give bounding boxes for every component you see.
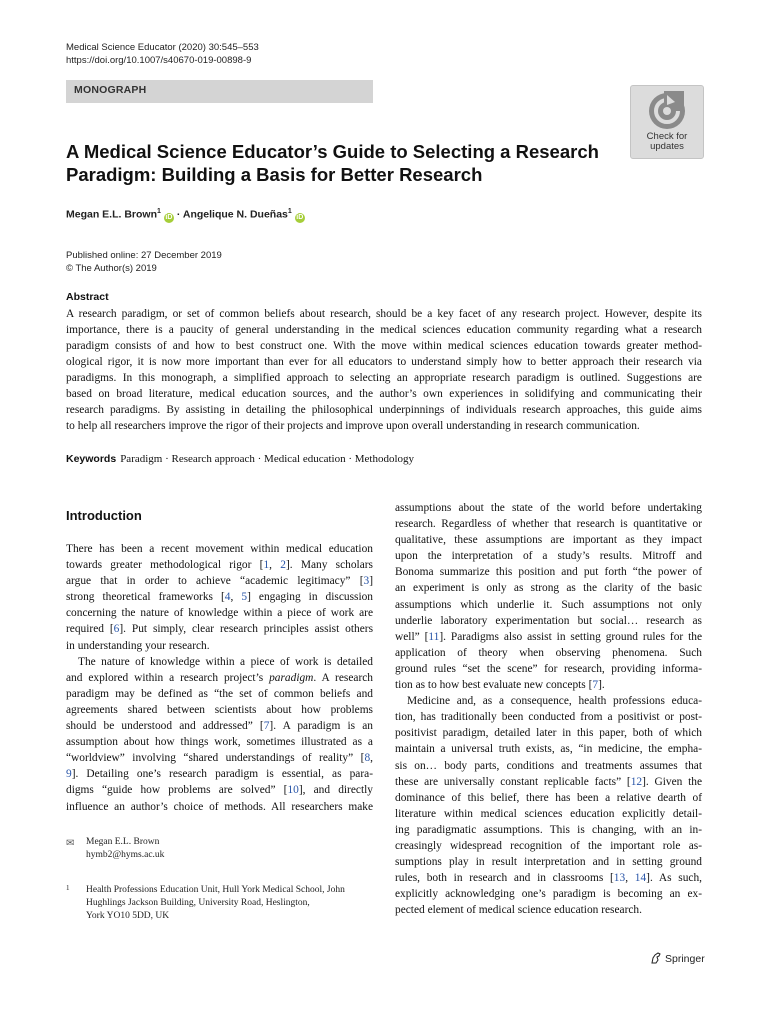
affiliation-line: Health Professions Education Unit, Hull York Medical School, John xyxy=(86,885,345,895)
publication-info xyxy=(66,249,222,275)
keywords xyxy=(66,453,414,465)
paragraph-line: well” [11]. Paradigms also assist in setting ground rules for the xyxy=(395,630,702,643)
paragraph-line: assumption about how things work, sometimes illustrated as a xyxy=(66,736,373,749)
body-column-right xyxy=(395,500,702,918)
introduction-heading: Introduction xyxy=(66,508,142,523)
citation-link[interactable]: 4 xyxy=(224,591,231,604)
correspondence-email[interactable]: hymb2@hyms.ac.uk xyxy=(86,850,165,860)
paragraph-line: There has been a recent movement within medical education xyxy=(66,543,373,555)
paragraph-line: tion, has traditionally been conducted from a positivist or post- xyxy=(395,711,702,724)
paragraph-line: rules, both in research and in classrooms [13, 14]. As such, xyxy=(395,872,702,885)
article-title xyxy=(66,140,599,186)
published-online: Published online: 27 December 2019 xyxy=(66,250,222,261)
paragraph-line: assumptions about the state of the world before undertaking xyxy=(395,502,702,514)
author-separator: · xyxy=(176,208,181,221)
author-name[interactable]: Angelique N. Dueñas xyxy=(182,208,288,221)
body-column-left xyxy=(66,541,373,815)
affiliation-number: 1 xyxy=(66,884,70,892)
paragraph-line: sumptions play in result interpretation and in setting ground xyxy=(395,856,702,869)
paragraph-line: paradigm may be defined as “the set of common beliefs and xyxy=(66,687,373,700)
author-list xyxy=(66,208,305,223)
copyright-text: The Author(s) 2019 xyxy=(75,263,157,274)
paragraph-line: underlie laboratory experimentation but social… research as xyxy=(395,614,702,627)
section-banner xyxy=(66,80,373,103)
keywords-label: Keywords xyxy=(66,453,117,465)
abstract-heading: Abstract xyxy=(66,291,109,303)
paragraph-line: application of theory when observing phenomena. Such xyxy=(395,646,702,659)
doi-link[interactable]: https://doi.org/10.1007/s40670-019-00898-9 xyxy=(66,55,252,66)
citation-link[interactable]: 7 xyxy=(263,720,270,733)
paragraph-line: should be understood and addressed” [7]. A paradigm is an xyxy=(66,720,373,733)
paragraph-line: upon the interpretation of a study’s results. Mitroff and xyxy=(395,550,702,563)
affiliation-line: Hughlings Jackson Building, University Road, Heslington, xyxy=(86,898,310,908)
abstract-line: A research paradigm, or set of common beliefs about research, should be a key facet of any research project. However, despite its xyxy=(66,308,702,320)
author-affil: 1 xyxy=(157,208,161,215)
abstract-line: paradigm consists of and how to best construct one. With the move within medical sciences education towards greater method- xyxy=(66,340,702,352)
paragraph-line: strong theoretical frameworks [4, 5] engaging in discussion xyxy=(66,591,374,604)
paragraph-line: Bonoma summarize this position and put forth “the power of xyxy=(395,566,702,579)
paragraph-line: sis on… body parts, conditions and treatments assumes that xyxy=(395,759,702,772)
citation-link[interactable]: 12 xyxy=(630,775,643,788)
paragraph-line: these are universally constant replicable facts” [12]. Given the xyxy=(395,775,703,788)
copyright-symbol: © xyxy=(66,263,73,274)
journal-citation: Medical Science Educator (2020) 30:545–553 xyxy=(66,42,259,53)
paragraph-line: pected element of medical science education research. xyxy=(395,904,642,917)
orcid-icon[interactable]: iD xyxy=(296,213,304,221)
citation-link[interactable]: 13 xyxy=(613,872,626,885)
paragraph-line: assumptions which underlie it. Such assumptions not only xyxy=(395,598,702,611)
abstract-line: paradigms. In this monograph, a simplified approach to selecting an appropriate research paradigm is outlined. Suggestions are xyxy=(66,372,702,384)
paragraph-line: explicitly acknowledging one’s paradigm is becoming an ex- xyxy=(395,888,702,901)
paragraph-line: towards greater methodological rigor [1, 2]. Many scholars xyxy=(66,559,373,572)
citation-link[interactable]: 10 xyxy=(287,784,299,797)
abstract-line: based on broad literature, medical education sources, and the author’s own experiences in solidifying and communicating their xyxy=(66,388,702,400)
paragraph-line: ing paradigmatic assumptions. This is changing, with an in- xyxy=(395,823,702,836)
paragraph-line: research. Regardless of whether that research is quantitative or xyxy=(395,518,702,531)
abstract-line: to help all researchers improve the rigor of their projects and improve upon overall understanding in research communication. xyxy=(66,420,640,432)
author-affil: 1 xyxy=(287,208,292,215)
abstract-body xyxy=(66,306,702,434)
author-name[interactable]: Megan E.L. Brown xyxy=(66,208,158,221)
paragraph-line: concerning the nature of knowledge within a piece of work are xyxy=(66,607,373,620)
orcid-icon[interactable]: iD xyxy=(165,213,173,221)
paragraph-line: The nature of knowledge within a piece of work is detailed xyxy=(78,655,373,668)
paragraph-line: creasingly widespread recognition of the important role as- xyxy=(395,839,702,852)
copyright-line xyxy=(66,262,222,275)
paragraph-line: agreements shared between scientists about how problems xyxy=(66,703,373,716)
paragraph-line: positivist paradigm, detailed later in this paper, both of which xyxy=(395,727,702,740)
paragraph-line: 9]. Detailing one’s research paradigm is essential, as para- xyxy=(66,768,373,781)
check-label-line1: Check for xyxy=(646,131,688,142)
paragraph-line: influence an author’s choice of methods. All researchers make xyxy=(66,800,373,813)
envelope-icon: ✉ xyxy=(66,838,75,849)
paragraph-line: digms “guide how problems are solved” [10], and directly xyxy=(66,784,373,797)
citation-link[interactable]: 3 xyxy=(363,575,370,588)
keywords-list: Paradigm · Research approach · Medical education · Methodology xyxy=(120,453,415,465)
affiliation-line: York YO10 5DD, UK xyxy=(86,911,170,921)
section-label: MONOGRAPH xyxy=(74,84,147,96)
citation-link[interactable]: 8 xyxy=(364,752,371,765)
publisher-logo xyxy=(650,952,705,965)
paragraph-line: tion as to how best evaluate new concepts [7]. xyxy=(395,679,605,692)
title-line: A Medical Science Educator’s Guide to Selecting a Research xyxy=(66,141,599,162)
citation-link[interactable]: 11 xyxy=(428,630,440,643)
paragraph-line: dominance of this belief, there has been a relative dearth of xyxy=(395,791,702,804)
refresh-icon xyxy=(647,91,687,131)
paragraph-line: an experiment is only as strong as the clarity of the basic xyxy=(395,582,702,595)
paragraph-line: literature within medical sciences education explicitly detail- xyxy=(395,807,702,820)
springer-horse-icon xyxy=(650,952,662,964)
citation-link[interactable]: 2 xyxy=(280,559,286,572)
paragraph-line: maintain a universal truth exists, as, “in medicine, the empha- xyxy=(395,743,702,756)
abstract-line: ological rigor, it is now more important than ever for all educators to understand simply how to better approach their research via xyxy=(66,356,702,368)
check-for-updates-button[interactable] xyxy=(630,85,704,159)
citation-link[interactable]: 14 xyxy=(634,872,647,885)
journal-header xyxy=(66,41,259,67)
paragraph-line: ground rules “set the scene” for research, providing informa- xyxy=(395,662,702,675)
paragraph-line: qualitative, these assumptions are important as they impact xyxy=(395,534,702,547)
paragraph-line: and explored within a research project’s paradigm. A research xyxy=(66,671,373,684)
citation-link[interactable]: 5 xyxy=(241,591,248,604)
paragraph-line: required [6]. Put simply, clear research principles assist others xyxy=(66,623,374,636)
citation-link[interactable]: 7 xyxy=(592,679,599,692)
abstract-line: importance, there is a paucity of general understanding in the medical sciences education community regarding what a research xyxy=(66,324,702,336)
paragraph-line: argue that in order to achieve “academic legitimacy” [3] xyxy=(66,575,373,588)
paragraph-line: in understanding your research. xyxy=(66,639,210,652)
publisher-name: Springer xyxy=(665,953,705,965)
paragraph-line: “worldview” involving “shared understandings of reality” [8, xyxy=(66,752,373,765)
citation-link[interactable]: 9 xyxy=(66,768,72,781)
correspondence-name: Megan E.L. Brown xyxy=(86,837,160,847)
check-label-line2: updates xyxy=(650,141,684,152)
paragraph-line: Medicine and, as a consequence, health professions educa- xyxy=(407,695,702,708)
abstract-line: research paradigms. By assisting in detailing the philosophical underpinnings of individuals research approaches, this guide aims xyxy=(66,404,702,416)
citation-link[interactable]: 1 xyxy=(263,559,270,572)
citation-link[interactable]: 6 xyxy=(113,623,120,636)
title-line: Paradigm: Building a Basis for Better Research xyxy=(66,164,483,185)
